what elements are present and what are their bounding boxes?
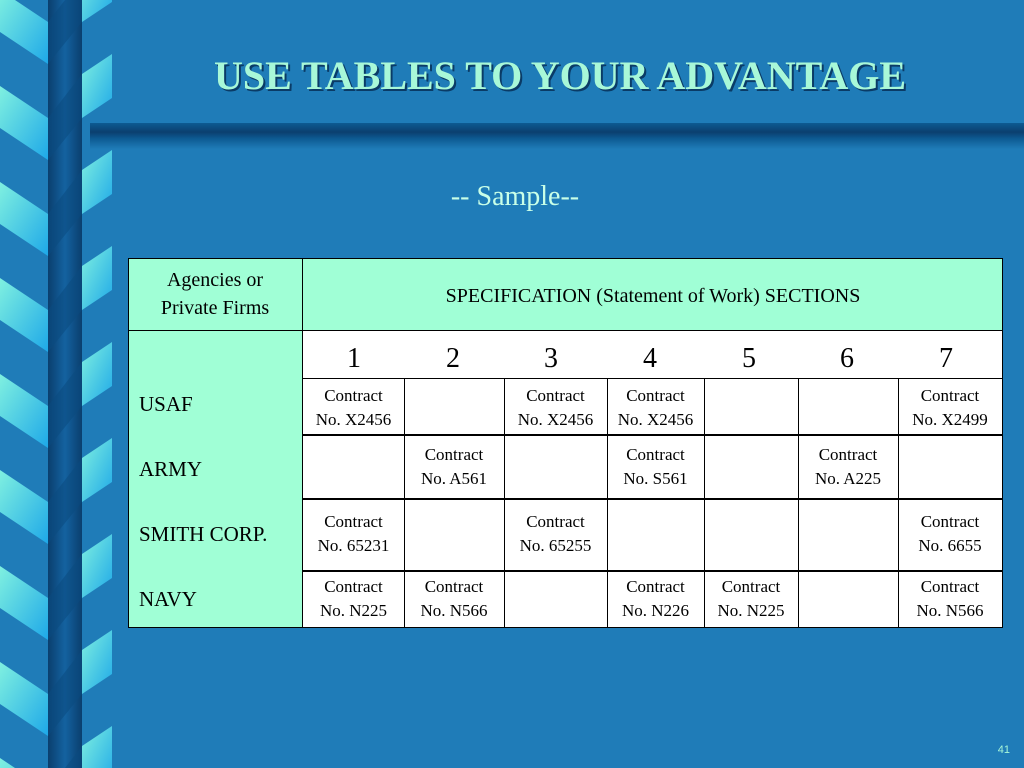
section-number-3: 3 xyxy=(544,343,558,374)
contract-number: No. N225 xyxy=(319,601,388,620)
contract-label: Contract xyxy=(526,386,585,405)
section-number-2: 2 xyxy=(446,343,460,374)
title-divider xyxy=(90,123,1024,149)
contract-cell xyxy=(704,575,798,623)
spec-sections-header: SPECIFICATION (Statement of Work) SECTIONS xyxy=(445,285,861,307)
contract-number: No. 65255 xyxy=(519,536,592,555)
contract-cell xyxy=(607,575,704,623)
table-header-separator xyxy=(128,330,1003,331)
contract-number: No. X2456 xyxy=(315,410,392,429)
agency-header-line-1: Agencies or xyxy=(166,269,264,291)
row-label-army: ARMY xyxy=(139,457,203,481)
contract-cell xyxy=(898,384,1002,432)
table-border-right xyxy=(1002,258,1003,628)
contract-label: Contract xyxy=(424,445,484,464)
contract-label: Contract xyxy=(626,577,685,596)
contract-number: No. X2456 xyxy=(517,410,594,429)
contract-cell xyxy=(607,384,704,432)
section-number-4: 4 xyxy=(643,343,657,374)
contract-number: No. N566 xyxy=(420,601,488,620)
contract-cell xyxy=(404,443,504,491)
contract-label: Contract xyxy=(424,577,484,596)
contract-label: Contract xyxy=(626,445,685,464)
decorative-ribbon xyxy=(0,0,112,768)
contract-number: No. A225 xyxy=(814,469,882,488)
table-border-top xyxy=(128,258,1003,259)
section-number-5: 5 xyxy=(742,343,756,374)
contract-label: Contract xyxy=(920,512,980,531)
row-label-smith-corp: SMITH CORP. xyxy=(139,522,268,546)
contract-number: No. 65231 xyxy=(317,536,390,555)
contract-cell xyxy=(607,443,704,491)
contract-number: No. X2499 xyxy=(912,410,988,429)
contract-cell xyxy=(898,575,1002,623)
contract-number: No. A561 xyxy=(420,469,488,488)
contract-label: Contract xyxy=(818,445,878,464)
section-number-1: 1 xyxy=(347,343,361,374)
contract-cell xyxy=(303,575,404,623)
contract-cell xyxy=(303,384,404,432)
contract-cell xyxy=(898,510,1002,558)
contract-number: No. 6655 xyxy=(918,536,982,555)
slide-subtitle: -- Sample-- xyxy=(450,181,580,212)
contract-label: Contract xyxy=(324,512,383,531)
contract-cell xyxy=(303,510,404,558)
agency-header-line-2: Private Firms xyxy=(160,297,270,319)
contract-label: Contract xyxy=(721,577,781,596)
section-number-7: 7 xyxy=(939,343,953,374)
page-number: 41 xyxy=(997,744,1010,756)
column-separator xyxy=(302,258,303,628)
contract-cell xyxy=(504,384,607,432)
contract-label: Contract xyxy=(324,386,383,405)
contract-label: Contract xyxy=(920,577,980,596)
contract-number: No. N225 xyxy=(717,601,785,620)
contract-label: Contract xyxy=(626,386,685,405)
contract-label: Contract xyxy=(920,386,980,405)
contract-label: Contract xyxy=(526,512,585,531)
contract-number: No. S561 xyxy=(623,469,688,488)
contract-number: No. X2456 xyxy=(617,410,694,429)
row-label-navy: NAVY xyxy=(139,587,197,611)
section-number-6: 6 xyxy=(840,343,854,374)
contract-label: Contract xyxy=(324,577,383,596)
contract-number: No. N566 xyxy=(916,601,984,620)
contract-number: No. N226 xyxy=(621,601,690,620)
table-border-bottom xyxy=(128,627,1003,628)
row-label-usaf: USAF xyxy=(139,392,193,416)
agency-column-header xyxy=(128,266,302,322)
contract-cell xyxy=(798,443,898,491)
contract-cell xyxy=(504,510,607,558)
slide-title: USE TABLES TO YOUR ADVANTAGE xyxy=(213,53,907,98)
column-separator xyxy=(798,378,799,628)
contract-cell xyxy=(404,575,504,623)
